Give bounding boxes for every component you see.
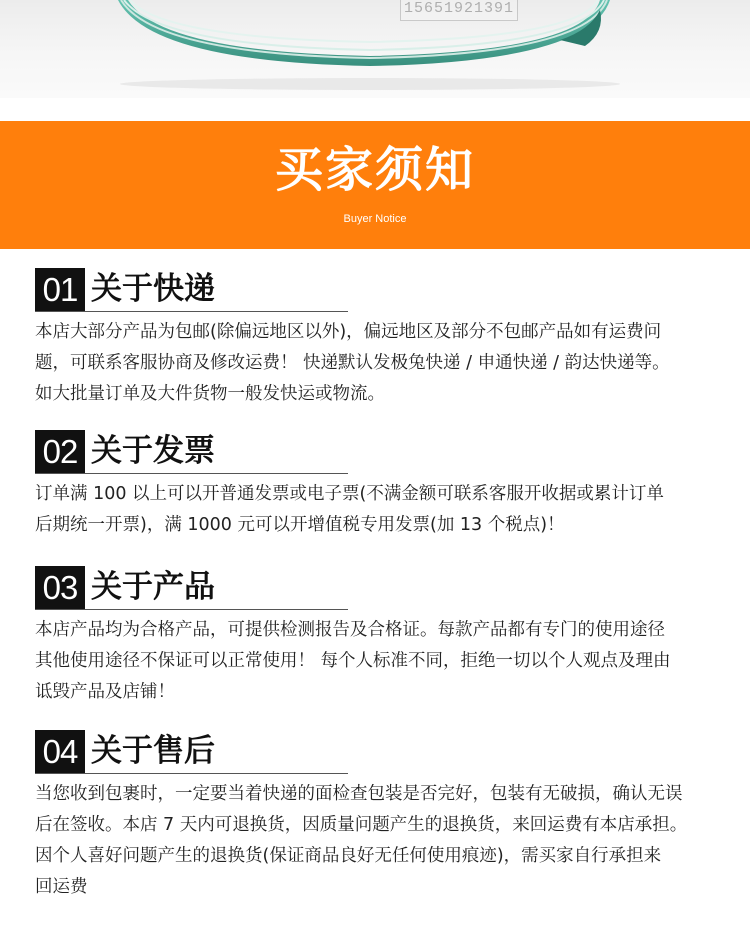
section-body: 当您收到包裹时，一定要当着快递的面检查包装是否完好，包装有无破损，确认无误 后在签收。本店 7 天内可退换货，因质量问题产生的退换货，来回运费有本店承担。 因个人喜好问题产生的退换货(保证商品良好无任何使用痕迹)，需买家自行承担来 回运费 — [35, 784, 688, 897]
section-shipping — [35, 268, 735, 404]
section-divider — [35, 609, 348, 610]
section-title: 关于快递 — [91, 271, 215, 307]
section-divider — [35, 773, 348, 774]
section-divider — [35, 311, 348, 312]
section-after-sales — [35, 730, 735, 897]
section-product — [35, 566, 735, 702]
gasket-stack-image — [0, 0, 750, 98]
phone-watermark: 15651921391 — [400, 0, 518, 21]
section-header — [35, 730, 735, 773]
section-number: 04 — [35, 730, 85, 773]
section-divider — [35, 473, 348, 474]
section-title: 关于发票 — [91, 433, 215, 469]
section-number: 03 — [35, 566, 85, 609]
section-body: 订单满 100 以上可以开普通发票或电子票(不满金额可联系客服开收据或累计订单 后期统一开票)，满 1000 元可以开增值税专用发票(加 13 个税点)！ — [35, 484, 664, 535]
section-header — [35, 268, 735, 311]
section-number: 01 — [35, 268, 85, 311]
product-photo — [0, 0, 750, 98]
section-header — [35, 566, 735, 609]
banner-subtitle: Buyer Notice — [343, 213, 407, 225]
banner-title: 买家须知 — [274, 142, 475, 198]
section-title: 关于售后 — [91, 733, 215, 769]
section-number: 02 — [35, 430, 85, 473]
section-title: 关于产品 — [91, 569, 215, 605]
section-body: 本店大部分产品为包邮(除偏远地区以外)，偏远地区及部分不包邮产品如有运费问 题，可联系客服协商及修改运费！ 快递默认发极兔快递 / 申通快递 / 韵达快递等。 如大批量订单及大件货物一般发快运或物流。 — [35, 322, 670, 404]
section-body: 本店产品均为合格产品，可提供检测报告及合格证。每款产品都有专门的使用途径 其他使用途径不保证可以正常使用！ 每个人标准不同，拒绝一切以个人观点及理由 诋毁产品及店铺！ — [35, 620, 671, 702]
section-header — [35, 430, 735, 473]
section-invoice — [35, 430, 735, 535]
